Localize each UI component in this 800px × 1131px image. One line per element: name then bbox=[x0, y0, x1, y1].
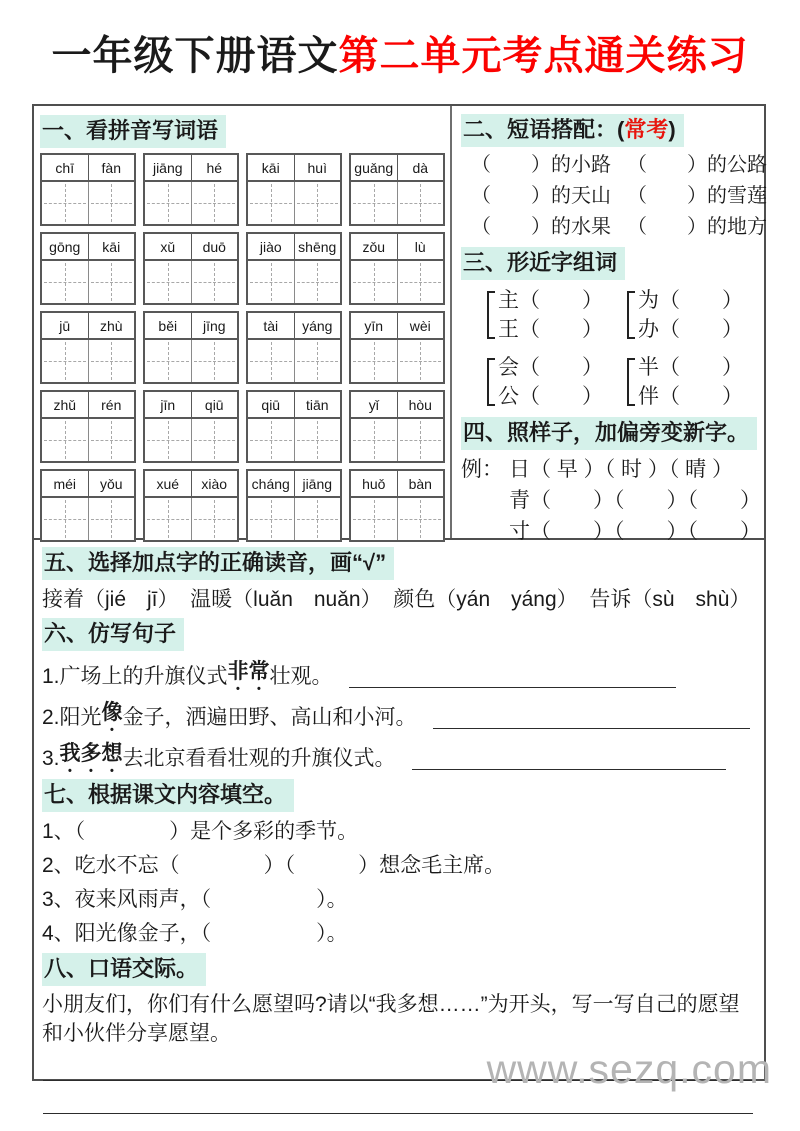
phrase-row bbox=[461, 150, 767, 181]
pinyin-label: jiāng bbox=[294, 471, 341, 496]
pinyin-label: jīng bbox=[191, 313, 238, 338]
bracket-group-lines bbox=[498, 286, 603, 344]
pinyin-writing-block bbox=[246, 390, 342, 463]
writing-cell[interactable] bbox=[145, 498, 191, 540]
pinyin-row bbox=[248, 155, 340, 182]
bracket-group-lines bbox=[498, 353, 603, 411]
bracket-icon bbox=[627, 358, 635, 406]
section2-title-suffix: ) bbox=[668, 117, 676, 142]
pinyin-writing-block bbox=[349, 232, 445, 305]
writing-cell[interactable] bbox=[88, 419, 135, 461]
writing-cell[interactable] bbox=[351, 340, 397, 382]
writing-row bbox=[145, 182, 237, 224]
similar-char-groups bbox=[461, 283, 767, 415]
writing-row bbox=[351, 498, 443, 540]
section7-title: 七、根据课文内容填空。 bbox=[42, 779, 294, 812]
pinyin-label: zhǔ bbox=[53, 396, 77, 413]
radical-line-prefix bbox=[461, 485, 509, 516]
pinyin-label: qiū bbox=[261, 396, 281, 413]
pinyin-label: zǒu bbox=[362, 238, 386, 255]
writing-cell[interactable] bbox=[145, 419, 191, 461]
pinyin-row bbox=[42, 155, 134, 182]
writing-cell[interactable] bbox=[248, 261, 294, 303]
pinyin-label: gōng bbox=[49, 238, 81, 255]
pinyin-label: kāi bbox=[261, 159, 280, 176]
pinyin-row bbox=[145, 155, 237, 182]
write-blank-line[interactable] bbox=[349, 687, 676, 688]
writing-cell[interactable] bbox=[88, 261, 135, 303]
phrase-blank-item: （ ）的小路 bbox=[471, 154, 611, 176]
bracket-group-lines bbox=[638, 353, 743, 411]
pinyin-row bbox=[248, 313, 340, 340]
char-word-blank: 王（ ） bbox=[498, 318, 603, 341]
pinyin-label: xué bbox=[156, 475, 180, 492]
imitation-item bbox=[42, 736, 754, 777]
phrase-blank-item: （ ）的雪莲 bbox=[627, 185, 767, 207]
writing-cell[interactable] bbox=[397, 419, 444, 461]
pinyin-writing-block bbox=[349, 469, 445, 542]
pinyin-row bbox=[42, 471, 134, 498]
pinyin-label: yǐ bbox=[368, 396, 379, 413]
char-word-blank: 会（ ） bbox=[498, 356, 603, 379]
pinyin-writing-block bbox=[349, 311, 445, 384]
char-word-blank: 办（ ） bbox=[638, 318, 743, 341]
section6-title: 六、仿写句子 bbox=[42, 618, 184, 651]
writing-row bbox=[248, 498, 340, 540]
pinyin-writing-block bbox=[40, 390, 136, 463]
course-fill-line: 3、夜来风雨声，（ ）。 bbox=[42, 888, 348, 911]
sentence-pre: 3. bbox=[42, 747, 60, 770]
pinyin-label: tiān bbox=[294, 392, 341, 417]
writing-cell[interactable] bbox=[191, 182, 238, 224]
section5-title: 五、选择加点字的正确读音，画“√” bbox=[42, 547, 394, 580]
pinyin-writing-block bbox=[40, 153, 136, 226]
writing-cell[interactable] bbox=[248, 340, 294, 382]
writing-row bbox=[351, 419, 443, 461]
writing-row bbox=[42, 498, 134, 540]
pinyin-label: jīn bbox=[160, 396, 176, 413]
pinyin-writing-block bbox=[40, 469, 136, 542]
pinyin-writing-block bbox=[246, 232, 342, 305]
section2-title-accent: 常考 bbox=[624, 117, 669, 142]
pinyin-label: huǒ bbox=[362, 475, 386, 492]
worksheet-frame bbox=[32, 104, 766, 1081]
writing-cell[interactable] bbox=[145, 340, 191, 382]
pinyin-label: hòu bbox=[397, 392, 444, 417]
writing-row bbox=[351, 340, 443, 382]
writing-cell[interactable] bbox=[191, 340, 238, 382]
imitation-item bbox=[42, 654, 754, 695]
pinyin-row bbox=[145, 313, 237, 340]
pinyin-writing-block bbox=[143, 469, 239, 542]
pinyin-label: bàn bbox=[397, 471, 444, 496]
section-pinyin-words bbox=[34, 106, 450, 538]
sentence-pre: 1.广场上的升旗仪式 bbox=[42, 665, 228, 688]
right-column bbox=[450, 106, 773, 543]
pinyin-row bbox=[145, 392, 237, 419]
bracket-icon bbox=[627, 291, 635, 339]
writing-row bbox=[248, 182, 340, 224]
section2-title-prefix: 二、短语搭配：( bbox=[463, 117, 625, 142]
phrase-match-rows bbox=[461, 150, 767, 243]
pinyin-writing-block bbox=[349, 390, 445, 463]
writing-cell[interactable] bbox=[294, 261, 341, 303]
pinyin-writing-block bbox=[246, 469, 342, 542]
writing-row bbox=[42, 261, 134, 303]
pinyin-label: hé bbox=[191, 155, 238, 180]
pinyin-row bbox=[145, 234, 237, 261]
writing-cell[interactable] bbox=[351, 498, 397, 540]
emphasized-chars: 我多想 bbox=[59, 742, 123, 765]
char-word-blank: 主（ ） bbox=[498, 289, 603, 312]
writing-cell[interactable] bbox=[42, 182, 88, 224]
bracket-icon bbox=[487, 358, 495, 406]
phrase-row bbox=[461, 212, 767, 243]
bracket-group bbox=[487, 286, 627, 344]
phrase-blank-item: （ ）的天山 bbox=[471, 185, 611, 207]
radical-new-char-lines bbox=[461, 454, 767, 547]
section2-title bbox=[461, 114, 684, 147]
radical-line-content: 青（ ）（ ）（ ） bbox=[509, 489, 761, 512]
writing-cell[interactable] bbox=[42, 419, 88, 461]
course-fill-line: 2、吃水不忘（ ）（ ）想念毛主席。 bbox=[42, 854, 506, 877]
writing-cell[interactable] bbox=[191, 498, 238, 540]
section5-header bbox=[42, 547, 754, 580]
phrase-row bbox=[461, 181, 767, 212]
section1-header bbox=[40, 115, 445, 148]
writing-cell[interactable] bbox=[294, 182, 341, 224]
pinyin-label: tài bbox=[263, 317, 279, 334]
pinyin-label: yīn bbox=[364, 317, 384, 334]
pinyin-writing-block bbox=[246, 153, 342, 226]
writing-cell[interactable] bbox=[42, 261, 88, 303]
course-fill-line: 4、阳光像金子，（ ）。 bbox=[42, 922, 348, 945]
pinyin-writing-block bbox=[143, 153, 239, 226]
write-blank-line[interactable] bbox=[433, 728, 750, 729]
writing-cell[interactable] bbox=[42, 340, 88, 382]
char-word-blank: 公（ ） bbox=[498, 385, 603, 408]
writing-cell[interactable] bbox=[294, 419, 341, 461]
writing-cell[interactable] bbox=[191, 419, 238, 461]
section7-header bbox=[42, 779, 754, 812]
course-fill-line: 1、（ ）是个多彩的季节。 bbox=[42, 820, 359, 843]
emphasized-chars: 非常 bbox=[227, 660, 270, 683]
pinyin-writing-block bbox=[143, 311, 239, 384]
pinyin-grid bbox=[40, 153, 445, 542]
char-word-blank: 半（ ） bbox=[638, 356, 743, 379]
pinyin-label: zhù bbox=[88, 313, 135, 338]
phrase-blank-item: （ ）的公路 bbox=[627, 154, 767, 176]
writing-row bbox=[248, 419, 340, 461]
sentence-pre: 2.阳光 bbox=[42, 706, 102, 729]
writing-cell[interactable] bbox=[397, 261, 444, 303]
radical-line-content: 寸（ ）（ ）（ ） bbox=[509, 520, 761, 543]
pinyin-row bbox=[248, 234, 340, 261]
page-title-red: 第二单元考点通关练习 bbox=[338, 34, 749, 78]
radical-line-prefix bbox=[461, 516, 509, 547]
write-blank-line[interactable] bbox=[412, 769, 726, 770]
pinyin-label: cháng bbox=[251, 475, 290, 492]
pinyin-label: fàn bbox=[88, 155, 135, 180]
bottom-sections-area bbox=[34, 540, 764, 1081]
phrase-blank-item: （ ）的地方 bbox=[627, 216, 767, 238]
pinyin-row bbox=[248, 471, 340, 498]
writing-row bbox=[145, 498, 237, 540]
writing-row bbox=[351, 182, 443, 224]
radical-line bbox=[461, 485, 767, 516]
char-word-blank: 伴（ ） bbox=[638, 385, 743, 408]
writing-cell[interactable] bbox=[397, 340, 444, 382]
phrase-blank-item: （ ）的水果 bbox=[471, 216, 611, 238]
pinyin-label: xǔ bbox=[160, 238, 176, 255]
writing-cell[interactable] bbox=[88, 498, 135, 540]
pinyin-label: jū bbox=[59, 317, 71, 334]
writing-cell[interactable] bbox=[351, 182, 397, 224]
writing-row bbox=[145, 340, 237, 382]
section1-title: 一、看拼音写词语 bbox=[40, 115, 226, 148]
pinyin-label: yáng bbox=[294, 313, 341, 338]
pinyin-label: rén bbox=[88, 392, 135, 417]
char-word-blank: 为（ ） bbox=[638, 289, 743, 312]
pinyin-label: jiāng bbox=[152, 159, 183, 176]
pinyin-label: wèi bbox=[397, 313, 444, 338]
radical-line-content: 日（ 早 ）（ 时 ）（ 晴 ） bbox=[509, 458, 734, 481]
writing-row bbox=[42, 340, 134, 382]
writing-cell[interactable] bbox=[42, 498, 88, 540]
pinyin-label: jiào bbox=[259, 238, 282, 255]
pinyin-writing-block bbox=[246, 311, 342, 384]
writing-cell[interactable] bbox=[294, 498, 341, 540]
writing-cell[interactable] bbox=[248, 182, 294, 224]
radical-line-prefix: 例： bbox=[461, 458, 503, 481]
pronunciation-choice-line: 接着（jié jī） 温暖（luǎn nuǎn） 颜色（yán yáng） 告诉（sù shù） bbox=[42, 588, 751, 611]
pinyin-row bbox=[42, 313, 134, 340]
pinyin-row bbox=[42, 234, 134, 261]
pinyin-label: shēng bbox=[294, 234, 341, 259]
bracket-group bbox=[627, 353, 767, 411]
section2-header bbox=[461, 114, 767, 147]
bracket-group bbox=[627, 286, 767, 344]
pinyin-row bbox=[42, 392, 134, 419]
radical-line bbox=[461, 454, 767, 485]
writing-cell[interactable] bbox=[351, 261, 397, 303]
pinyin-writing-block bbox=[143, 390, 239, 463]
writing-cell[interactable] bbox=[145, 182, 191, 224]
writing-cell[interactable] bbox=[397, 182, 444, 224]
section4-header bbox=[461, 417, 767, 450]
sentence-imitation-items bbox=[42, 654, 754, 777]
writing-cell[interactable] bbox=[294, 340, 341, 382]
page-title bbox=[0, 0, 800, 82]
pinyin-label: guǎng bbox=[354, 159, 394, 176]
writing-cell[interactable] bbox=[145, 261, 191, 303]
writing-cell[interactable] bbox=[88, 340, 135, 382]
writing-cell[interactable] bbox=[248, 419, 294, 461]
pinyin-label: dà bbox=[397, 155, 444, 180]
writing-row bbox=[145, 261, 237, 303]
pinyin-label: xiào bbox=[191, 471, 238, 496]
pinyin-row bbox=[145, 471, 237, 498]
section8-title: 八、口语交际。 bbox=[42, 953, 206, 986]
page-title-black: 一年级下册语文 bbox=[51, 34, 339, 78]
writing-row bbox=[351, 261, 443, 303]
bracket-group bbox=[487, 353, 627, 411]
pinyin-label: qiū bbox=[191, 392, 238, 417]
section3-title: 三、形近字组词 bbox=[461, 247, 625, 280]
pinyin-label: duō bbox=[191, 234, 238, 259]
pinyin-label: huì bbox=[294, 155, 341, 180]
writing-cell[interactable] bbox=[351, 419, 397, 461]
sentence-post: 去北京看看壮观的升旗仪式。 bbox=[122, 747, 396, 770]
writing-cell[interactable] bbox=[88, 182, 135, 224]
top-two-column-area bbox=[34, 106, 767, 543]
writing-cell[interactable] bbox=[191, 261, 238, 303]
section8-header bbox=[42, 953, 754, 986]
oral-communication-prompt: 小朋友们，你们有什么愿望吗?请以“我多想……”为开头，写一写自己的愿望和小伙伴分享愿望。 bbox=[42, 993, 740, 1045]
pinyin-writing-block bbox=[40, 311, 136, 384]
imitation-item bbox=[42, 695, 754, 736]
pinyin-writing-block bbox=[40, 232, 136, 305]
pinyin-writing-block bbox=[349, 153, 445, 226]
fill-in-blank-lines bbox=[42, 815, 754, 951]
pinyin-row bbox=[351, 155, 443, 182]
pinyin-label: lù bbox=[397, 234, 444, 259]
pinyin-label: běi bbox=[158, 317, 178, 334]
radical-line bbox=[461, 516, 767, 547]
writing-row bbox=[248, 261, 340, 303]
sentence-post: 金子，洒遍田野、高山和小河。 bbox=[122, 706, 417, 729]
bracket-icon bbox=[487, 291, 495, 339]
emphasized-chars: 像 bbox=[101, 701, 123, 724]
writing-row bbox=[145, 419, 237, 461]
writing-cell[interactable] bbox=[397, 498, 444, 540]
writing-cell[interactable] bbox=[248, 498, 294, 540]
pinyin-writing-block bbox=[143, 232, 239, 305]
pinyin-row bbox=[351, 392, 443, 419]
writing-row bbox=[248, 340, 340, 382]
sentence-post: 壮观。 bbox=[269, 665, 333, 688]
pinyin-label: méi bbox=[53, 475, 77, 492]
pinyin-row bbox=[351, 471, 443, 498]
pinyin-label: kāi bbox=[88, 234, 135, 259]
pinyin-label: chī bbox=[55, 159, 75, 176]
pinyin-row bbox=[248, 392, 340, 419]
bracket-group-lines bbox=[638, 286, 743, 344]
section6-header bbox=[42, 618, 754, 651]
pinyin-row bbox=[351, 234, 443, 261]
pinyin-row bbox=[351, 313, 443, 340]
writing-row bbox=[42, 419, 134, 461]
writing-row bbox=[42, 182, 134, 224]
pinyin-label: yǒu bbox=[88, 471, 135, 496]
watermark: www.sezq.com bbox=[486, 1046, 772, 1092]
section3-header bbox=[461, 247, 767, 280]
section4-title: 四、照样子，加偏旁变新字。 bbox=[461, 417, 757, 450]
